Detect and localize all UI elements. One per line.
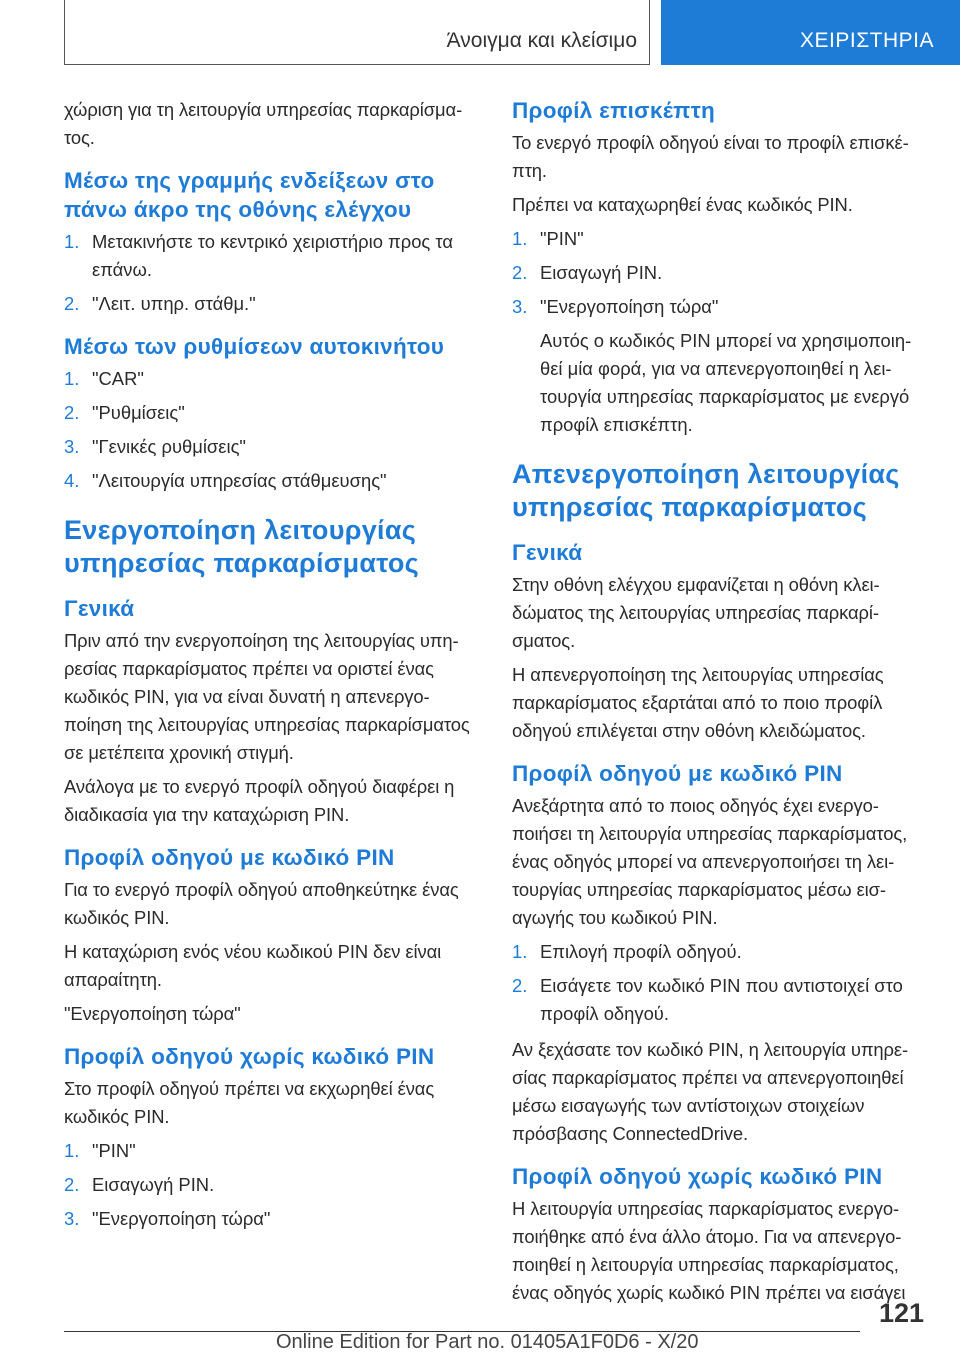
step-text: Επιλογή προφίλ οδηγού. <box>540 941 742 962</box>
list-item <box>64 365 478 393</box>
with-pin-paragraph: Αν ξεχάσατε τον κωδικό PIN, η λειτουργία υπηρεσίας παρκαρίσματος πρέπει να απενεργοποιηθεί μέσω εισαγωγής των αντίστοιχων στοιχείων πρόσβασης ConnectedDrive. <box>512 1039 909 1144</box>
step-number: 3. <box>512 296 528 317</box>
step-text: "PIN" <box>540 228 584 249</box>
list-item <box>512 259 926 287</box>
header-section-box <box>64 0 650 65</box>
edition-text: Online Edition for Part no. 01405A1F0D6 - X/20 <box>276 1331 699 1353</box>
step-text: Εισαγωγή PIN. <box>92 1174 215 1195</box>
list-item <box>512 938 926 966</box>
list-item <box>512 293 926 439</box>
step-number: 3. <box>64 436 80 457</box>
left-column <box>64 96 478 1241</box>
guest-paragraph: Πρέπει να καταχωρηθεί ένας κωδικός PIN. <box>512 194 853 215</box>
guest-steps <box>512 225 926 439</box>
heading-guest-profile: Προφίλ επισκέπτη <box>512 98 716 123</box>
step-number: 2. <box>64 1174 80 1195</box>
heading-profile-without-pin: Προφίλ οδηγού χωρίς κωδικό PIN <box>64 1044 435 1069</box>
step-text: "Γενικές ρυθμίσεις" <box>92 436 246 457</box>
list-item <box>64 228 478 284</box>
step-number: 1. <box>64 231 80 252</box>
step-number: 3. <box>64 1208 80 1229</box>
without-pin-steps <box>64 1137 478 1233</box>
top-line-steps <box>64 228 478 318</box>
step-number: 1. <box>512 228 528 249</box>
list-item <box>64 1137 478 1165</box>
with-pin-steps <box>512 938 926 1028</box>
step-text: "Λειτουργία υπηρεσίας στάθμευσης" <box>92 470 387 491</box>
intro-text: χώριση για τη λειτουργία υπηρεσίας παρκαρίσματος. <box>64 99 463 148</box>
list-item <box>64 467 478 495</box>
heading-activation: Ενεργοποίηση λειτουργίας υπηρεσίας παρκαρίσματος <box>64 515 420 578</box>
heading-profile-with-pin: Προφίλ οδηγού με κωδικό PIN <box>512 761 843 786</box>
with-pin-paragraph: Για το ενεργό προφίλ οδηγού αποθηκεύτηκε ένας κωδικός PIN. <box>64 879 459 928</box>
heading-general: Γενικά <box>512 540 583 565</box>
right-column <box>512 96 926 1313</box>
step-number: 2. <box>64 293 80 314</box>
step-number: 2. <box>64 402 80 423</box>
guest-paragraph: Το ενεργό προφίλ οδηγού είναι το προφίλ επισκέπτη. <box>512 132 909 181</box>
general-paragraph: Ανάλογα με το ενεργό προφίλ οδηγού διαφέρει η διαδικασία για την καταχώριση PIN. <box>64 776 455 825</box>
list-item <box>64 399 478 427</box>
step-text: "Λειτ. υπηρ. στάθμ." <box>92 293 256 314</box>
page-number: 121 <box>878 1298 924 1328</box>
with-pin-paragraph: Ανεξάρτητα από το ποιος οδηγός έχει ενεργοποιήσει τη λειτουργία υπηρεσίας παρκαρίσματος, ένας οδηγός μπορεί να απενεργοποιήσει τη λειτουργίας υπηρεσίας παρκαρίσματος μέσω εισαγωγής του κωδικού PIN. <box>512 795 908 928</box>
with-pin-paragraph: "Ενεργοποίηση τώρα" <box>64 1003 241 1024</box>
vehicle-settings-steps <box>64 365 478 495</box>
step-number: 2. <box>512 975 528 996</box>
heading-top-line: Μέσω της γραμμής ενδείξεων στο πάνω άκρο της οθόνης ελέγχου <box>64 168 435 222</box>
step-text: "PIN" <box>92 1140 136 1161</box>
step-number: 4. <box>64 470 80 491</box>
list-item <box>64 290 478 318</box>
chapter-tab[interactable] <box>661 0 960 65</box>
step-text: "Ενεργοποίηση τώρα" <box>92 1208 271 1229</box>
without-pin-paragraph: Στο προφίλ οδηγού πρέπει να εκχωρηθεί ένας κωδικός PIN. <box>64 1078 435 1127</box>
guest-note: Αυτός ο κωδικός PIN μπορεί να χρησιμοποιηθεί μία φορά, για να απενεργοποιηθεί η λειτουργία υπηρεσίας παρκαρίσματος με ενεργό προφίλ επισκέπτη. <box>540 330 912 435</box>
general-paragraph: Πριν από την ενεργοποίηση της λειτουργίας υπηρεσίας παρκαρίσματος πρέπει να οριστεί ένας κωδικός PIN, για να είναι δυνατή η απενεργοποίηση της λειτουργίας υπηρεσίας παρκαρίσματος σε μετέπειτα χρονική στιγμή. <box>64 630 470 763</box>
step-text: "Ρυθμίσεις" <box>92 402 185 423</box>
heading-profile-with-pin: Προφίλ οδηγού με κωδικό PIN <box>64 845 395 870</box>
heading-vehicle-settings: Μέσω των ρυθμίσεων αυτοκινήτου <box>64 334 445 359</box>
list-item <box>64 433 478 461</box>
general-paragraph: Στην οθόνη ελέγχου εμφανίζεται η οθόνη κλειδώματος της λειτουργίας υπηρεσίας παρκαρίσματος. <box>512 574 880 651</box>
heading-deactivation: Απενεργοποίηση λειτουργίας υπηρεσίας παρκαρίσματος <box>512 459 900 522</box>
step-number: 1. <box>64 1140 80 1161</box>
list-item <box>64 1205 478 1233</box>
without-pin-paragraph: Η λειτουργία υπηρεσίας παρκαρίσματος ενεργοποιήθηκε από ένα άλλο άτομο. Για να απενεργοποιηθεί η λειτουργία υπηρεσίας παρκαρίσματος, ένας οδηγός χωρίς κωδικό PIN πρέπει να εισάγει <box>512 1198 906 1303</box>
heading-general: Γενικά <box>64 596 135 621</box>
general-paragraph: Η απενεργοποίηση της λειτουργίας υπηρεσίας παρκαρίσματος εξαρτάται από το ποιο προφίλ οδηγού επιλέγεται στην οθόνη κλειδώματος. <box>512 664 884 741</box>
list-item <box>512 225 926 253</box>
step-text: "Ενεργοποίηση τώρα" <box>540 296 719 317</box>
list-item <box>512 972 926 1028</box>
section-title: Άνοιγμα και κλείσιμο <box>446 29 637 52</box>
list-item <box>64 1171 478 1199</box>
step-text: Μετακινήστε το κεντρικό χειριστήριο προς τα επάνω. <box>92 231 454 280</box>
step-number: 1. <box>512 941 528 962</box>
step-text: "CAR" <box>92 368 144 389</box>
with-pin-paragraph: Η καταχώριση ενός νέου κωδικού PIN δεν είναι απαραίτητη. <box>64 941 442 990</box>
step-number: 2. <box>512 262 528 283</box>
heading-profile-without-pin: Προφίλ οδηγού χωρίς κωδικό PIN <box>512 1164 883 1189</box>
step-text: Εισάγετε τον κωδικό PIN που αντιστοιχεί στο προφίλ οδηγού. <box>540 975 903 1024</box>
step-number: 1. <box>64 368 80 389</box>
step-text: Εισαγωγή PIN. <box>540 262 663 283</box>
chapter-tab-label: ΧΕΙΡΙΣΤΗΡΙΑ <box>800 29 935 52</box>
